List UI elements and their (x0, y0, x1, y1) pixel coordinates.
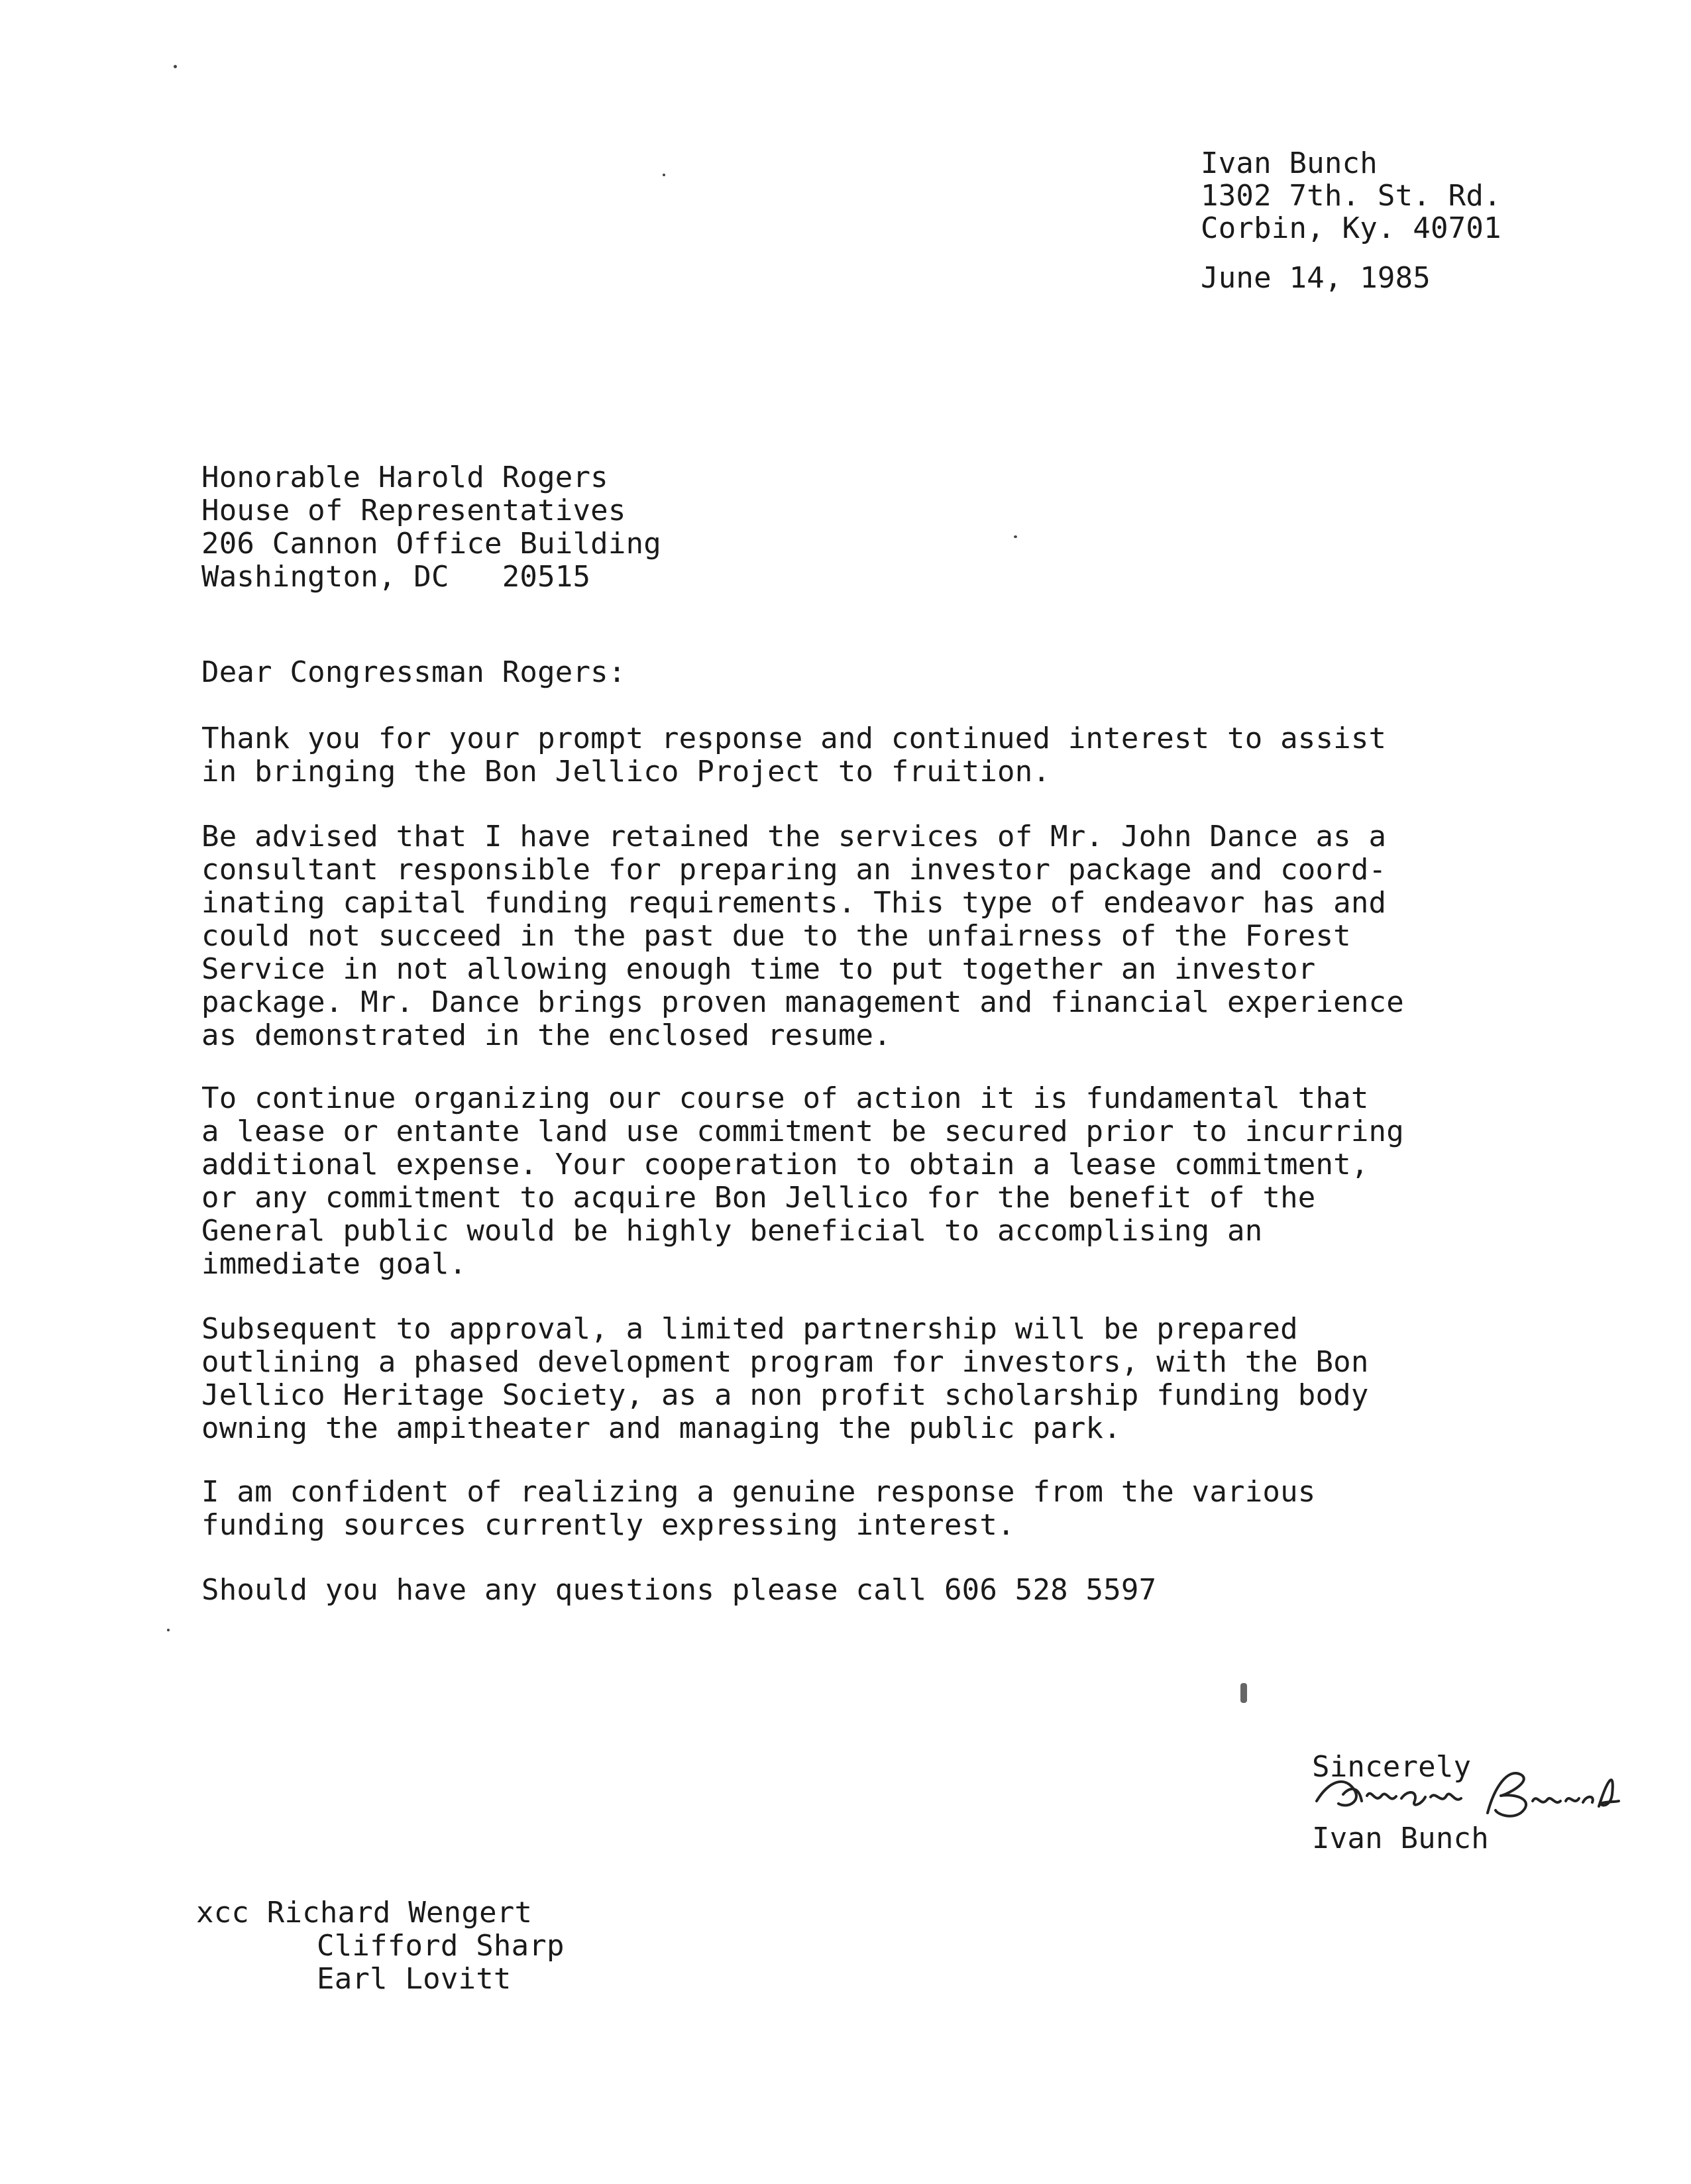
paper-speck (1240, 1683, 1247, 1703)
body-line: Thank you for your prompt response and continued interest to assist (201, 722, 1387, 755)
cc-name: Richard Wengert (266, 1896, 533, 1930)
body-line: To continue organizing our course of action it is fundamental that (201, 1081, 1369, 1115)
handwritten-signature (1309, 1755, 1620, 1828)
body-line: in bringing the Bon Jellico Project to fruition. (201, 755, 1051, 789)
paper-speck (1014, 535, 1017, 538)
body-line: owning the ampitheater and managing the public park. (201, 1411, 1121, 1445)
body-line: package. Mr. Dance brings proven management and financial experience (201, 985, 1404, 1019)
salutation-text: Dear Congressman Rogers: (201, 655, 626, 689)
body-line: Jellico Heritage Society, as a non profit scholarship funding body (201, 1378, 1369, 1412)
cc-first-line (196, 1896, 532, 1930)
body-line: Service in not allowing enough time to put together an investor (201, 952, 1316, 986)
sender-city: Corbin, Ky. 40701 (1201, 211, 1501, 245)
body-line: consultant responsible for preparing an investor package and coord- (201, 853, 1387, 887)
body-line: outlining a phased development program for investors, with the Bon (201, 1345, 1369, 1379)
body-paragraph-3 (201, 1082, 1404, 1281)
body-line: immediate goal. (201, 1247, 467, 1281)
letter-date (1201, 262, 1431, 295)
paper-speck (663, 174, 665, 176)
body-line: could not succeed in the past due to the unfairness of the Forest (201, 919, 1351, 953)
complimentary-close: Sincerely (1312, 1750, 1472, 1784)
paper-speck (167, 1629, 170, 1631)
body-line: funding sources currently expressing interest. (201, 1508, 1015, 1542)
body-line: inating capital funding requirements. This type of endeavor has and (201, 886, 1387, 920)
cc-name: Earl Lovitt (317, 1962, 512, 1996)
body-paragraph-5 (201, 1476, 1316, 1542)
recipient-line: 206 Cannon Office Building (201, 527, 661, 561)
body-paragraph-4 (201, 1313, 1369, 1445)
body-line: as demonstrated in the enclosed resume. (201, 1018, 891, 1052)
cc-prefix: xcc (196, 1896, 250, 1930)
sender-address (1201, 147, 1501, 245)
recipient-line: Honorable Harold Rogers (201, 461, 608, 494)
carbon-copy-block (196, 1896, 532, 1930)
body-line: Be advised that I have retained the services of Mr. John Dance as a (201, 820, 1387, 853)
typed-signer-name: Ivan Bunch (1312, 1822, 1489, 1855)
body-paragraph-2 (201, 820, 1404, 1052)
body-paragraph-6 (201, 1574, 1156, 1607)
body-line: a lease or entante land use commitment be secured prior to incurring (201, 1115, 1404, 1148)
body-line: Should you have any questions please call 606 528 5597 (201, 1573, 1157, 1607)
recipient-line: House of Representatives (201, 494, 626, 527)
recipient-line: Washington, DC 20515 (201, 560, 591, 594)
sender-street: 1302 7th. St. Rd. (1201, 179, 1501, 213)
body-paragraph-1 (201, 722, 1386, 789)
paper-speck (174, 65, 177, 68)
body-line: General public would be highly beneficial to accomplising an (201, 1214, 1263, 1248)
date-text: June 14, 1985 (1201, 261, 1431, 295)
cc-name: Clifford Sharp (317, 1929, 565, 1963)
recipient-address (201, 461, 661, 594)
body-line: or any commitment to acquire Bon Jellico for the benefit of the (201, 1181, 1316, 1215)
carbon-copy-names (317, 1930, 565, 1996)
body-line: additional expense. Your cooperation to obtain a lease commitment, (201, 1148, 1369, 1181)
body-line: Subsequent to approval, a limited partnership will be prepared (201, 1312, 1298, 1346)
salutation (201, 656, 626, 689)
body-line: I am confident of realizing a genuine response from the various (201, 1475, 1316, 1509)
sender-name: Ivan Bunch (1201, 146, 1378, 180)
